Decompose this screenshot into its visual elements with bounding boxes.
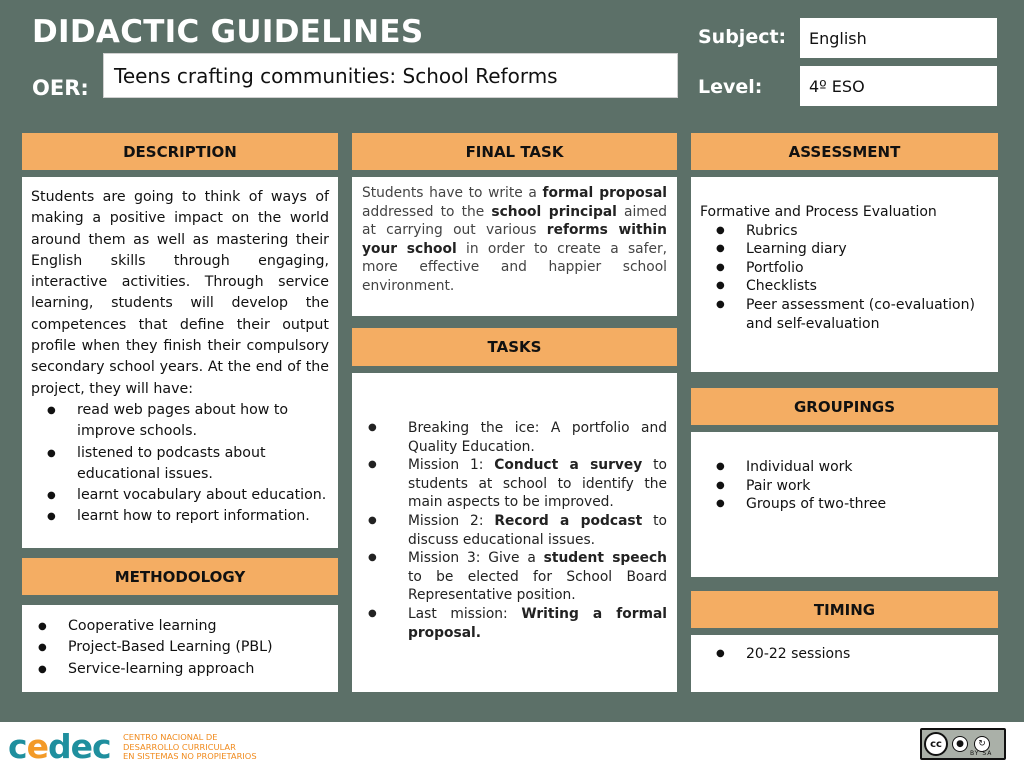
methodology-header: METHODOLOGY [22, 558, 338, 595]
org-line: CENTRO NACIONAL DE [123, 732, 218, 742]
cc-icon: cc [924, 732, 948, 756]
task-emphasis: Conduct a survey [494, 457, 643, 474]
final-task-panel [352, 177, 677, 316]
timing-list [700, 645, 990, 664]
final-task-text: addressed to the [362, 203, 492, 220]
task-text: Mission 3: Give a [408, 550, 544, 567]
subject-field: English [800, 18, 997, 58]
task-emphasis: Writing a formal proposal. [408, 605, 668, 641]
methodology-list [22, 616, 338, 680]
list-item [352, 456, 667, 512]
logo-text: dec [47, 727, 111, 766]
assessment-header: ASSESSMENT [691, 133, 998, 170]
cedec-org-name [123, 733, 257, 762]
list-item: ● Peer assessment (co-evaluation) and self-evaluation [700, 296, 990, 333]
by-icon: ● [952, 736, 968, 752]
list-item: ● Groups of two-three [700, 495, 990, 514]
task-emphasis: Record a podcast [494, 512, 643, 529]
cedec-logo [8, 727, 111, 766]
timing-panel [691, 635, 998, 692]
assessment-panel [691, 177, 998, 372]
description-panel [22, 177, 338, 548]
final-task-emphasis: formal proposal [542, 185, 667, 201]
list-item: ● Pair work [700, 477, 990, 496]
list-item: ● 20-22 sessions [700, 645, 990, 664]
level-field: 4º ESO [800, 66, 997, 106]
oer-label: OER: [32, 76, 89, 100]
final-task-text: in order to create a safer, more effective and happier school environment. [362, 240, 667, 294]
list-item: ● read web pages about how to improve schools. [31, 400, 329, 443]
description-text: Students are going to think of ways of making a positive impact on the world around them as well as mastering their English skills through engaging, interactive activities. Through service learning, students will develop the competences that define their output profile when they finish their compulsory secondary school years. At the end of the project, they will have: [31, 189, 329, 397]
tasks-header: TASKS [352, 328, 677, 366]
final-task-emphasis: reforms within your school [362, 222, 667, 257]
logo-text: e [26, 727, 48, 766]
list-item: ● Service-learning approach [22, 659, 338, 680]
list-item: ● Checklists [700, 277, 990, 296]
org-line: EN SISTEMAS NO PROPIETARIOS [123, 751, 257, 761]
task-text: to students at school to identify the main aspects to be improved. [408, 457, 667, 511]
task-text: Mission 1: [408, 457, 495, 474]
tasks-panel [352, 373, 677, 692]
task-text: Mission 2: [408, 512, 495, 529]
list-item: ● Project-Based Learning (PBL) [22, 637, 338, 658]
groupings-panel [691, 432, 998, 577]
final-task-header: FINAL TASK [352, 133, 677, 170]
task-text: Breaking the ice: A portfolio and Quality Education. [408, 420, 667, 455]
task-text: to be elected for School Board Representative position. [408, 568, 667, 604]
list-item: ● listened to podcasts about educational issues. [31, 443, 329, 486]
page-title: DIDACTIC GUIDELINES [32, 14, 424, 50]
task-text: Last mission: [408, 605, 522, 622]
task-text: to discuss educational issues. [408, 512, 667, 548]
description-list [31, 400, 329, 528]
org-line: DESARROLLO CURRICULAR [123, 741, 236, 752]
list-item: ● Learning diary [700, 240, 990, 259]
list-item: ● learnt how to report information. [31, 506, 329, 527]
logo-text: c [8, 727, 27, 766]
list-item [352, 549, 667, 605]
task-emphasis: student speech [543, 550, 668, 567]
assessment-intro: Formative and Process Evaluation [700, 204, 937, 220]
oer-field: Teens crafting communities: School Reforms [103, 53, 678, 98]
list-item [352, 419, 667, 456]
list-item: ● Individual work [700, 458, 990, 477]
groupings-header: GROUPINGS [691, 388, 998, 425]
cc-license-badge [920, 728, 1006, 760]
list-item [352, 605, 667, 642]
description-header: DESCRIPTION [22, 133, 338, 170]
list-item: ● Portfolio [700, 259, 990, 278]
final-task-emphasis: school principal [491, 203, 617, 220]
sa-icon: ↻ [974, 736, 990, 752]
final-task-text: aimed at carrying out various [362, 203, 667, 239]
list-item: ● Rubrics [700, 222, 990, 241]
final-task-text: Students have to write a [362, 185, 543, 201]
list-item [352, 512, 667, 549]
timing-header: TIMING [691, 591, 998, 628]
license-labels: BY SA [970, 750, 993, 757]
level-label: Level: [698, 76, 763, 98]
subject-label: Subject: [698, 26, 787, 48]
groupings-list [700, 458, 990, 514]
list-item: ● Cooperative learning [22, 616, 338, 637]
assessment-list [700, 222, 990, 334]
methodology-panel [22, 605, 338, 692]
tasks-list [352, 419, 667, 642]
list-item: ● learnt vocabulary about education. [31, 485, 329, 506]
